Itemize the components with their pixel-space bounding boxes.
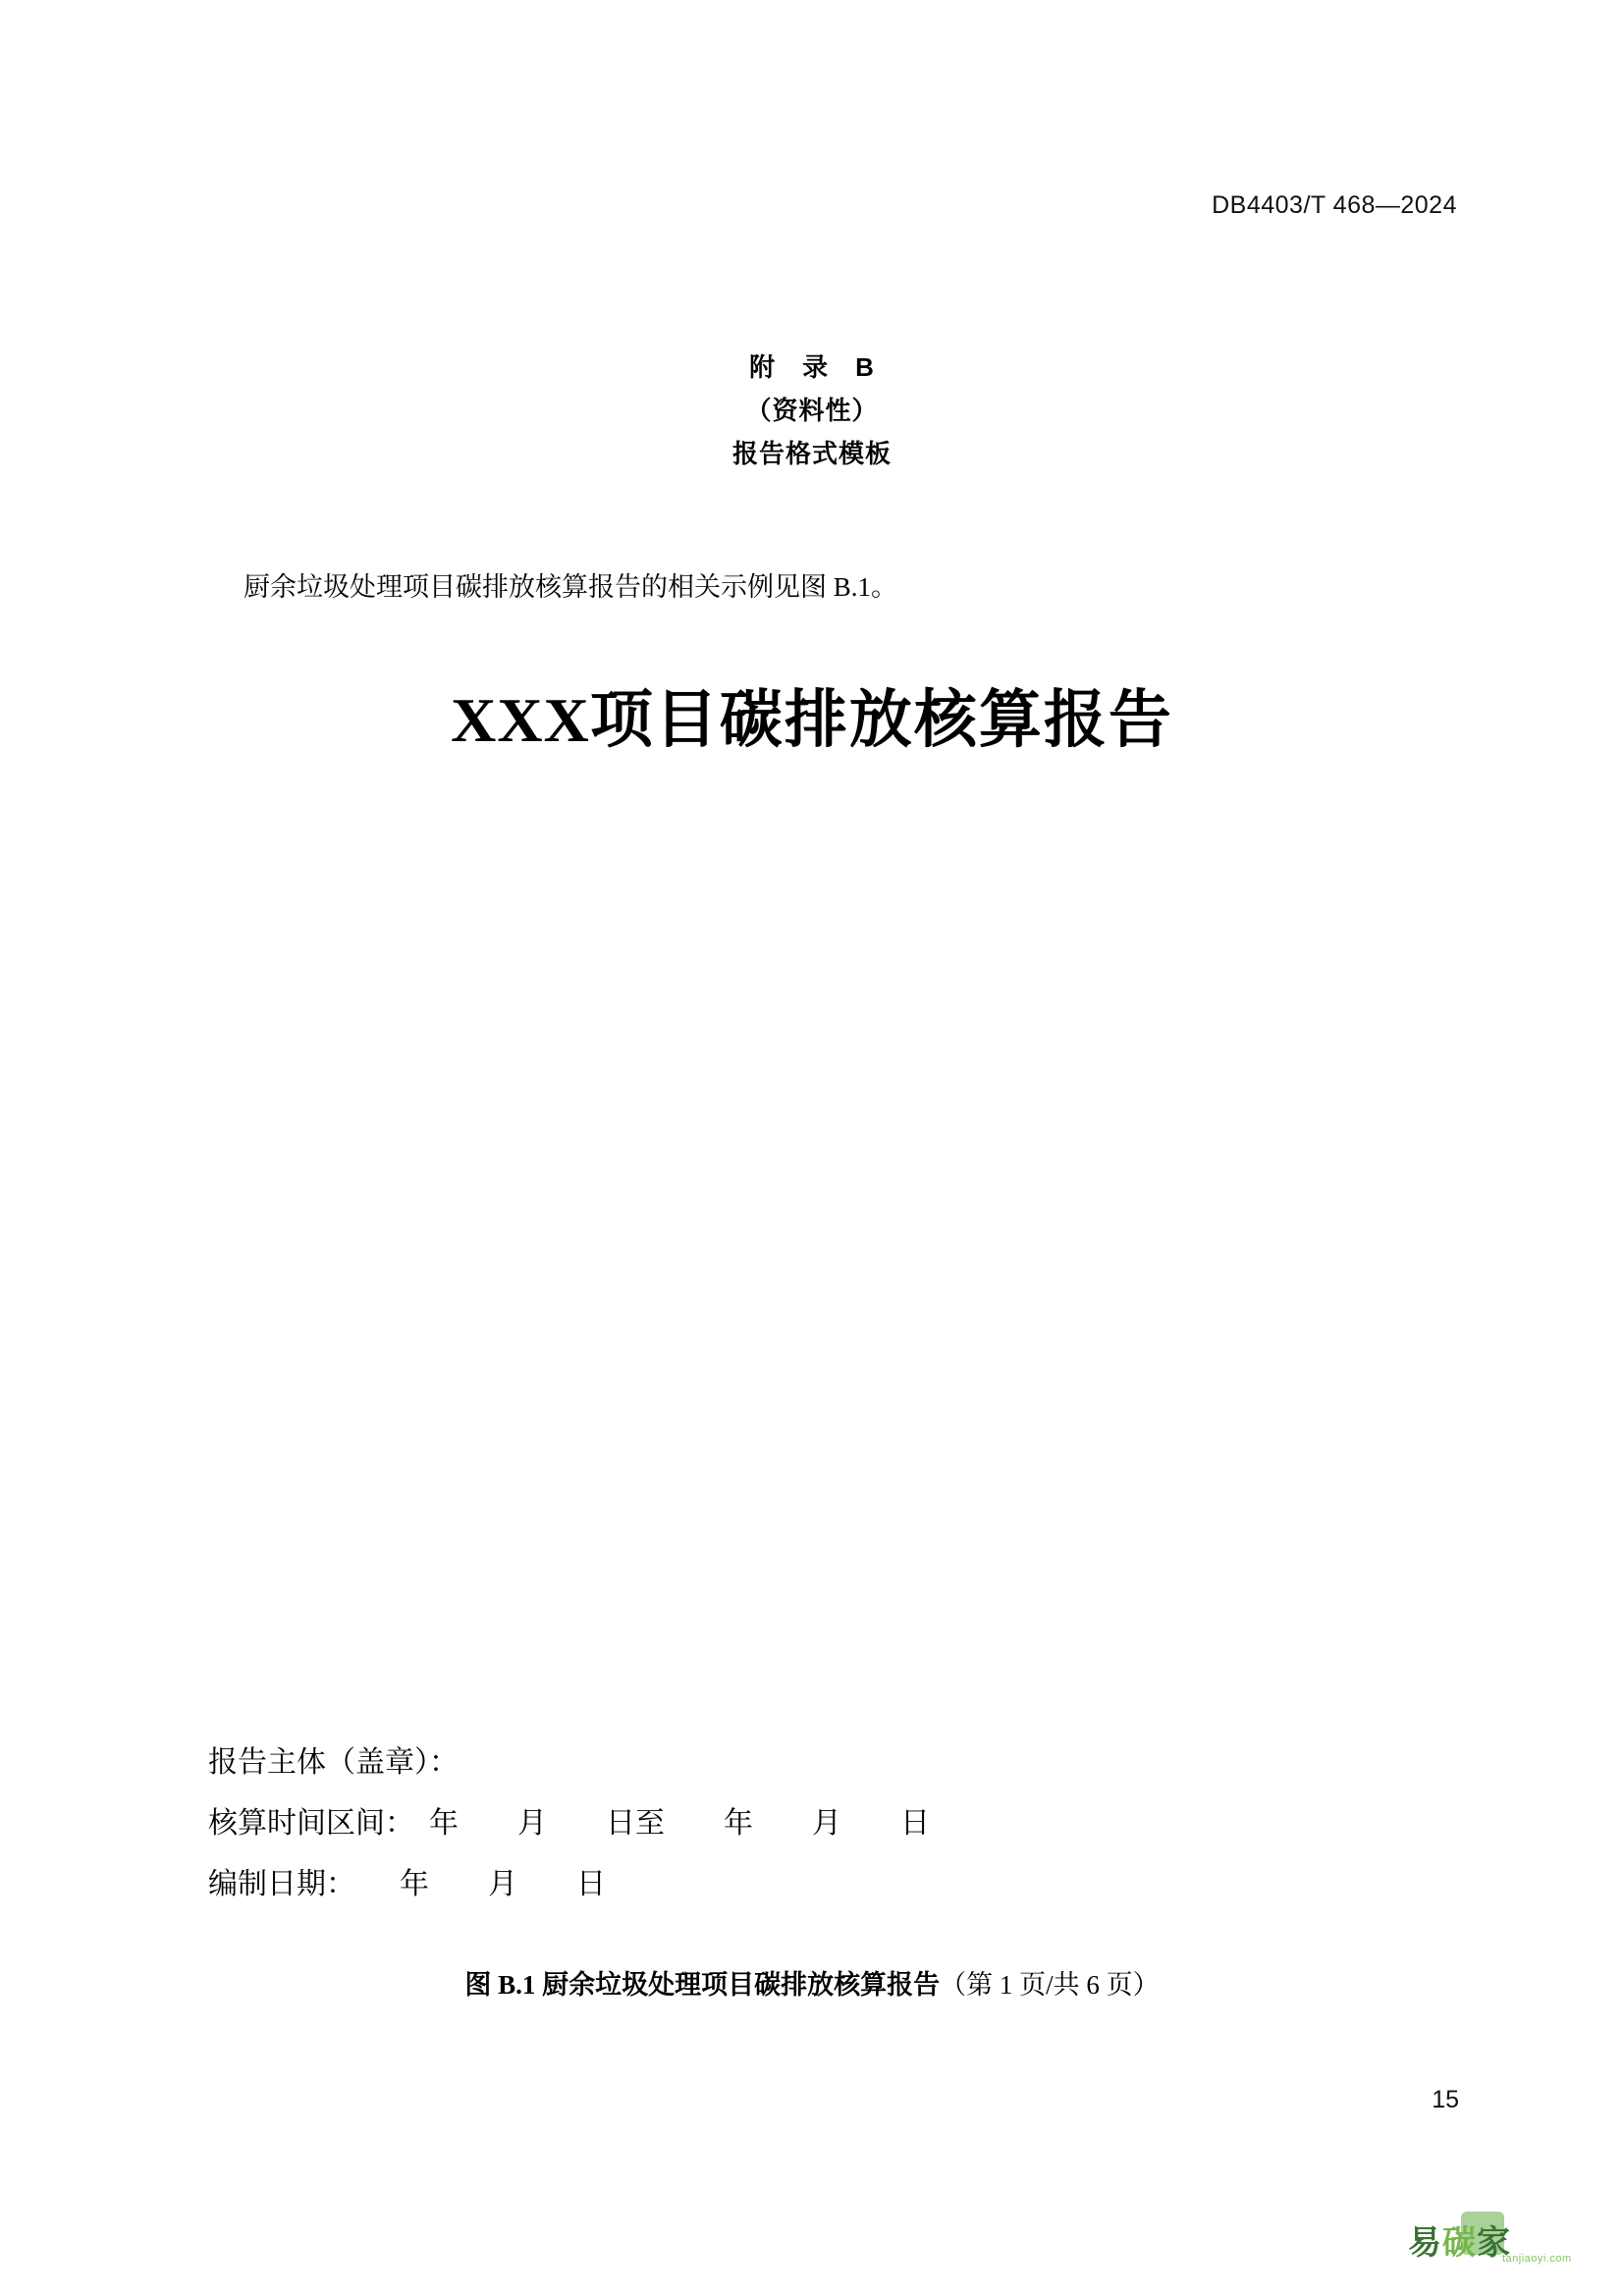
report-fields bbox=[208, 1733, 930, 1915]
field-preparation-date-label: 编制日期： bbox=[208, 1868, 341, 1900]
figure-caption bbox=[0, 1963, 1624, 2002]
watermark-text-mid: 碳 bbox=[1442, 2225, 1477, 2262]
watermark-subtext: tanjiaoyi.com bbox=[1502, 2253, 1572, 2265]
report-title-prefix: XXX bbox=[451, 685, 590, 755]
field-accounting-period-label: 核算时间区间： bbox=[208, 1807, 400, 1840]
field-preparation-date-value: 年 月 日 bbox=[341, 1868, 606, 1900]
field-report-entity bbox=[208, 1733, 930, 1793]
watermark bbox=[1408, 2210, 1595, 2278]
page-number: 15 bbox=[1432, 2086, 1459, 2113]
annex-label: 附 录 B bbox=[749, 352, 875, 382]
report-title-main: 项目碳排放核算报告 bbox=[589, 685, 1173, 755]
field-preparation-date bbox=[208, 1854, 930, 1915]
intro-paragraph: 厨余垃圾处理项目碳排放核算报告的相关示例见图 B.1。 bbox=[244, 572, 898, 602]
watermark-text-right: 家 bbox=[1477, 2225, 1511, 2262]
field-accounting-period-value: 年 月 日至 年 月 日 bbox=[400, 1807, 930, 1840]
annex-heading-block bbox=[0, 346, 1624, 475]
annex-nature: （资料性） bbox=[745, 396, 879, 425]
field-accounting-period bbox=[208, 1793, 930, 1854]
report-title bbox=[0, 669, 1624, 760]
watermark-text bbox=[1408, 2216, 1511, 2264]
field-report-entity-label: 报告主体（盖章）： bbox=[208, 1746, 459, 1779]
annex-title: 报告格式模板 bbox=[731, 439, 892, 468]
figure-caption-text: 厨余垃圾处理项目碳排放核算报告 bbox=[542, 1970, 941, 2000]
watermark-text-left: 易 bbox=[1408, 2225, 1442, 2262]
standard-number: DB4403/T 468—2024 bbox=[1212, 191, 1457, 219]
figure-number: 图 B.1 bbox=[464, 1970, 536, 2000]
figure-pagination: （第 1 页/共 6 页） bbox=[940, 1970, 1160, 2000]
